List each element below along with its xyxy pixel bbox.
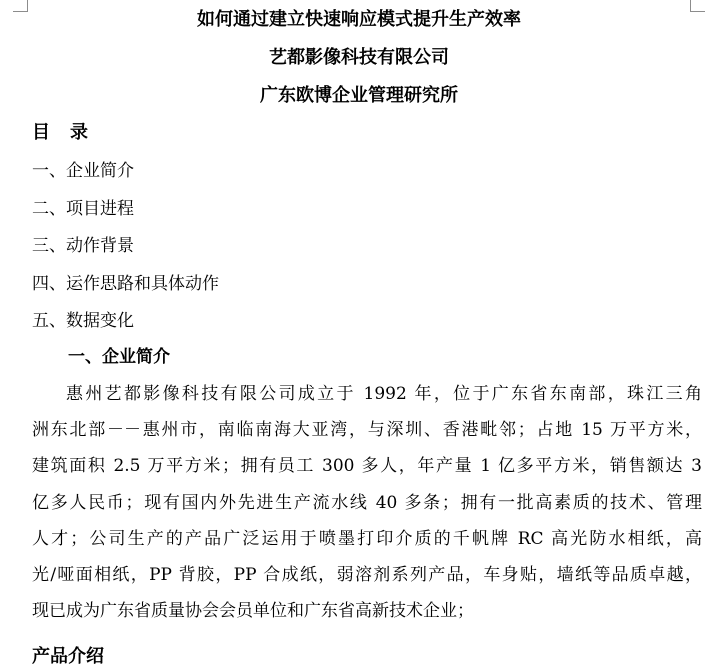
paragraph-line: 人才；公司生产的产品广泛运用于喷墨打印介质的千帆牌 RC 高光防水相纸，高: [32, 528, 702, 549]
toc-item: 二、项目进程: [32, 198, 134, 219]
paragraph-line: 光/哑面相纸，PP 背胶，PP 合成纸，弱溶剂系列产品，车身贴，墙纸等品质卓越，: [32, 564, 702, 585]
document-title: 如何通过建立快速响应模式提升生产效率: [197, 9, 521, 30]
company-name: 艺都影像科技有限公司: [269, 47, 449, 68]
toc-item: 一、企业简介: [32, 161, 134, 181]
paragraph-line: 惠州艺都影像科技有限公司成立于 1992 年，位于广东省东南部，珠江三角: [66, 384, 702, 404]
toc-item: 五、数据变化: [32, 311, 134, 331]
toc-item: 四、运作思路和具体动作: [32, 273, 219, 294]
toc-heading-char: 录: [70, 122, 88, 143]
toc-item: 三、动作背景: [32, 236, 134, 256]
section-heading-company-intro: 一、企业简介: [68, 347, 170, 367]
paragraph-line: 洲东北部－－惠州市，南临南海大亚湾，与深圳、香港毗邻；占地 15 万平方米，: [32, 420, 702, 441]
paragraph-line: 现已成为广东省质量协会会员单位和广东省高新技术企业；: [32, 601, 474, 622]
paragraph-line: 亿多人民币；现有国内外先进生产流水线 40 多条；拥有一批高素质的技术、管理: [32, 492, 702, 513]
toc-heading-char: 目: [32, 122, 50, 143]
toc-list: [32, 159, 219, 347]
products-heading: 产品介绍: [32, 646, 104, 667]
institute-name: 广东欧博企业管理研究所: [260, 85, 458, 106]
paragraph-line: 建筑面积 2.5 万平方米；拥有员工 300 多人，年产量 1 亿多平方米，销售额达 3: [32, 456, 702, 477]
company-intro-paragraph: [32, 382, 702, 635]
toc-heading: [32, 121, 88, 145]
